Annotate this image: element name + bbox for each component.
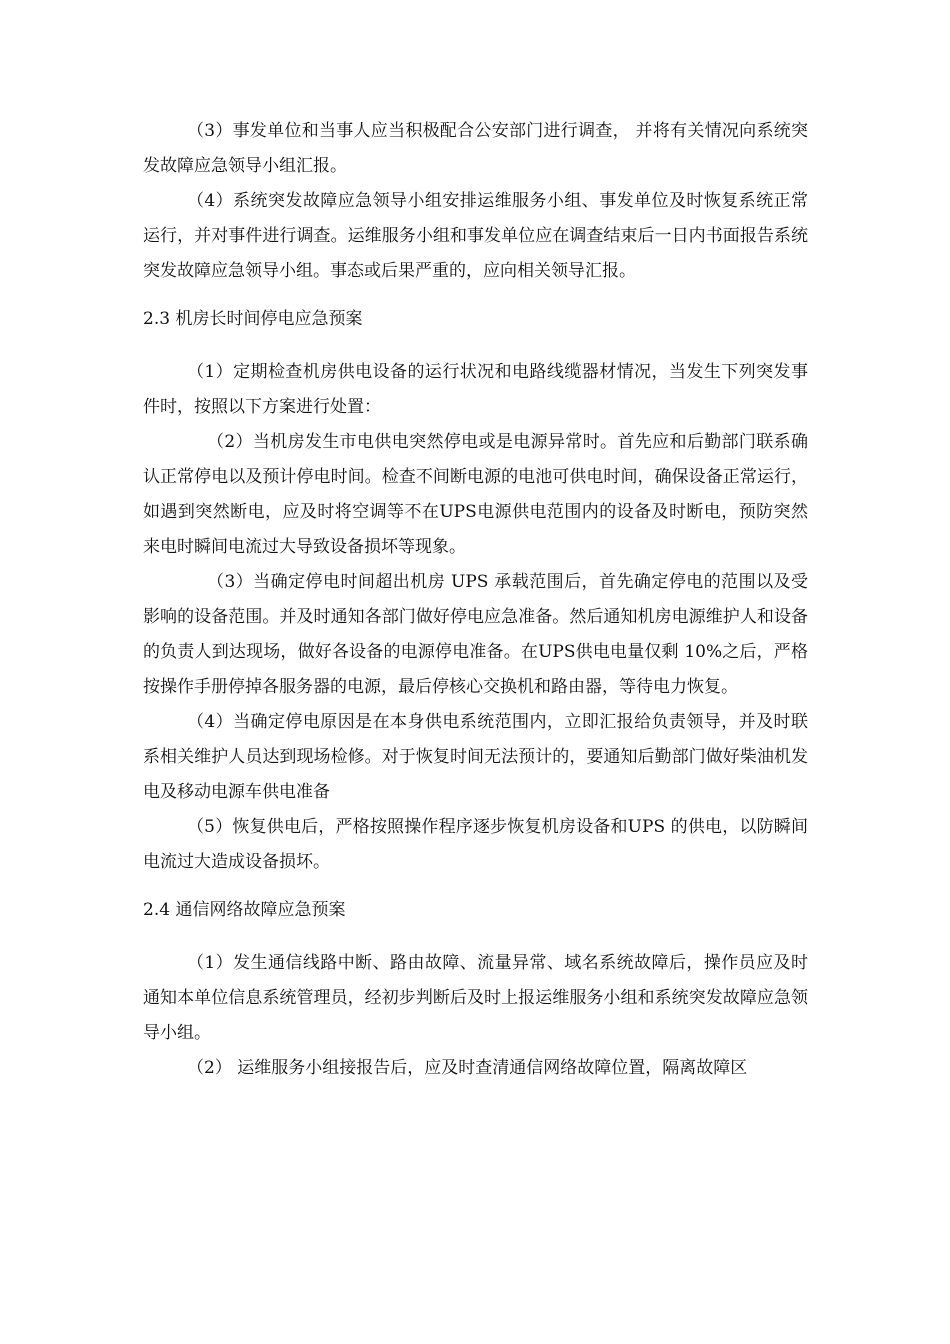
paragraph-2-3-5: （5）恢复供电后，严格按照操作程序逐步恢复机房设备和UPS 的供电，以防瞬间电流过大造成设备损坏。 (143, 817, 808, 872)
paragraph-4-restore-system: （4）系统突发故障应急领导小组安排运维服务小组、事发单位及时恢复系统正常运行，并对事件进行调查。运维服务小组和事发单位应在调查结束后一日内书面报告系统突发故障应急领导小组。事态或后果严重的，应向相关领导汇报。 (143, 191, 808, 281)
paragraph-2-3-1: （1）定期检查机房供电设备的运行状况和电路线缆器材情况，当发生下列突发事件时，按照以下方案进行处置： (143, 362, 808, 417)
document-body (143, 114, 808, 1086)
paragraph-3-cooperate-police: （3）事发单位和当事人应当积极配合公安部门进行调查， 并将有关情况向系统突发故障应急领导小组汇报。 (143, 121, 808, 176)
paragraph-2-4-2: （2） 运维服务小组接报告后，应及时查清通信网络故障位置，隔离故障区 (187, 1058, 748, 1078)
paragraph-2-4-1: （1）发生通信线路中断、路由故障、流量异常、域名系统故障后，操作员应及时通知本单位信息系统管理员，经初步判断后及时上报运维服务小组和系统突发故障应急领导小组。 (143, 953, 808, 1043)
section-heading-2-3: 2.3 机房长时间停电应急预案 (143, 309, 363, 329)
paragraph-2-3-3: （3）当确定停电时间超出机房 UPS 承载范围后，首先确定停电的范围以及受影响的设备范围。并及时通知各部门做好停电应急准备。然后通知机房电源维护人和设备的负责人到达现场，做好各设备的电源停电准备。在UPS供电电量仅剩 10%之后，严格按操作手册停掉各服务器的电源，最后停核心交换机和路由器，等待电力恢复。 (143, 572, 808, 697)
section-heading-2-4: 2.4 通信网络故障应急预案 (143, 900, 346, 920)
paragraph-2-3-4: （4）当确定停电原因是在本身供电系统范围内，立即汇报给负责领导，并及时联系相关维护人员达到现场检修。对于恢复时间无法预计的，要通知后勤部门做好柴油机发电及移动电源车供电准备 (143, 712, 808, 802)
paragraph-2-3-2: （2）当机房发生市电供电突然停电或是电源异常时。首先应和后勤部门联系确认正常停电以及预计停电时间。检查不间断电源的电池可供电时间，确保设备正常运行，如遇到突然断电，应及时将空调等不在UPS电源供电范围内的设备及时断电，预防突然来电时瞬间电流过大导致设备损坏等现象。 (143, 432, 808, 557)
